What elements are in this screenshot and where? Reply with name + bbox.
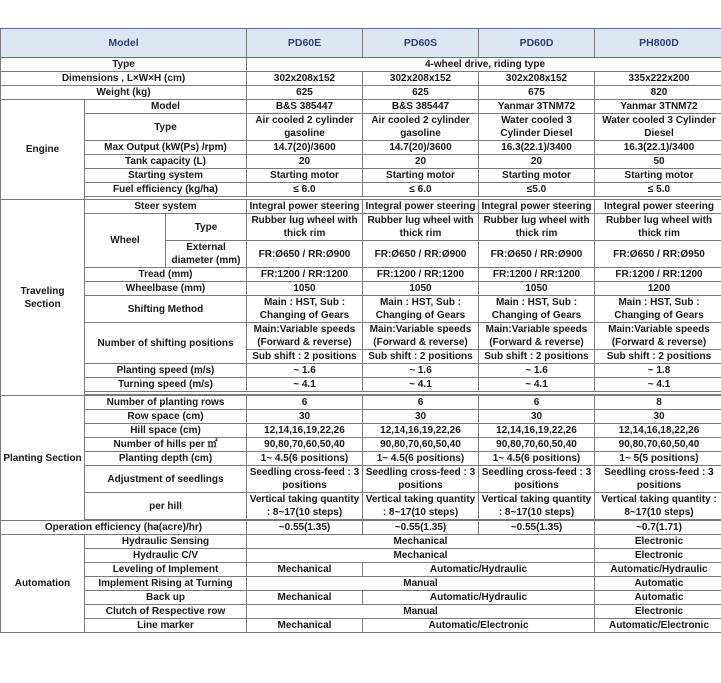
table-row [1, 296, 721, 323]
cell: Starting motor [247, 169, 363, 183]
table-row [1, 396, 721, 410]
cell: Starting motor [479, 169, 595, 183]
table-row [1, 183, 721, 197]
table-row [1, 282, 721, 296]
cell: 1200 [595, 282, 721, 296]
cell: FR:Ø650 / RR:Ø950 [595, 241, 721, 268]
cell: Seedling cross-feed : 3 positions [595, 466, 721, 493]
cell: 50 [595, 155, 721, 169]
cell: Manual [247, 605, 595, 619]
cell: Main : HST, Sub : Changing of Gears [595, 296, 721, 323]
cell: FR:1200 / RR:1200 [479, 268, 595, 282]
cell: Yanmar 3TNM72 [595, 100, 721, 114]
row-label: Fuel efficiency (kg/ha) [85, 183, 247, 197]
cell: 1050 [247, 282, 363, 296]
section-label-traveling: Traveling Section [1, 200, 85, 396]
cell: ~ 1.6 [247, 364, 363, 378]
row-label: Starting system [85, 169, 247, 183]
cell: 90,80,70,60,50,40 [247, 438, 363, 452]
row-label: Leveling of Implement [85, 563, 247, 577]
table-row [1, 58, 721, 72]
table-row [1, 466, 721, 493]
cell: Automatic/Electronic [595, 619, 721, 633]
table-row [1, 410, 721, 424]
cell: 14.7(20)/3600 [363, 141, 479, 155]
cell: 20 [247, 155, 363, 169]
cell: ≤5.0 [479, 183, 595, 197]
row-label: Line marker [85, 619, 247, 633]
model-header: Model [1, 29, 247, 58]
spec-table [0, 28, 721, 633]
cell: 675 [479, 86, 595, 100]
cell: B&S 385447 [247, 100, 363, 114]
cell: 302x208x152 [479, 72, 595, 86]
cell: ~0.55(1.35) [363, 521, 479, 535]
cell: 625 [363, 86, 479, 100]
cell: Seedling cross-feed : 3 positions [247, 466, 363, 493]
cell: Manual [247, 577, 595, 591]
cell: Automatic [595, 591, 721, 605]
cell: 4-wheel drive, riding type [247, 58, 721, 72]
cell: Rubber lug wheel with thick rim [595, 214, 721, 241]
table-row [1, 200, 721, 214]
table-row [1, 323, 721, 350]
cell: Seedling cross-feed : 3 positions [479, 466, 595, 493]
cell: ~ 4.1 [363, 378, 479, 392]
cell: 1~ 4.5(6 positions) [363, 452, 479, 466]
row-label: Hydraulic Sensing [85, 535, 247, 549]
cell: ~ 1.6 [479, 364, 595, 378]
row-label: Implement Rising at Turning [85, 577, 247, 591]
cell: 6 [247, 396, 363, 410]
cell: Rubber lug wheel with thick rim [479, 214, 595, 241]
table-row [1, 364, 721, 378]
cell: Electronic [595, 535, 721, 549]
table-row [1, 155, 721, 169]
row-label: Dimensions , L×W×H (cm) [1, 72, 247, 86]
cell: 14.7(20)/3600 [247, 141, 363, 155]
row-label: Weight (kg) [1, 86, 247, 100]
row-label: Number of hills per ㎡ [85, 438, 247, 452]
row-label: Type [1, 58, 247, 72]
cell: Water cooled 3 Cylinder Diesel [479, 114, 595, 141]
cell: Main:Variable speeds (Forward & reverse) [247, 323, 363, 350]
cell: 6 [479, 396, 595, 410]
cell: Water cooled 3 Cylinder Diesel [595, 114, 721, 141]
table-row [1, 605, 721, 619]
section-label-automation: Automation [1, 535, 85, 633]
row-label: Operation efficiency (ha(acre)/hr) [1, 521, 247, 535]
cell: Main:Variable speeds (Forward & reverse) [595, 323, 721, 350]
row-label: Hill space (cm) [85, 424, 247, 438]
cell: Mechanical [247, 549, 595, 563]
cell: Mechanical [247, 591, 363, 605]
cell: B&S 385447 [363, 100, 479, 114]
row-label: Shifting Method [85, 296, 247, 323]
cell: Integral power steering [247, 200, 363, 214]
cell: Vertical taking quantity : 8~17(10 steps) [595, 493, 721, 520]
cell: Starting motor [595, 169, 721, 183]
cell: ≤ 6.0 [247, 183, 363, 197]
cell: Main:Variable speeds (Forward & reverse) [479, 323, 595, 350]
cell: 90,80,70,60,50,40 [479, 438, 595, 452]
cell: ≤ 6.0 [363, 183, 479, 197]
cell: ~0.55(1.35) [479, 521, 595, 535]
cell: Mechanical [247, 563, 363, 577]
row-label: Back up [85, 591, 247, 605]
row-label: Number of shifting positions [85, 323, 247, 364]
cell: 1050 [363, 282, 479, 296]
cell: 335x222x200 [595, 72, 721, 86]
cell: Electronic [595, 549, 721, 563]
row-label: Turning speed (m/s) [85, 378, 247, 392]
row-sublabel: External diameter (mm) [166, 241, 247, 268]
cell: FR:Ø650 / RR:Ø900 [247, 241, 363, 268]
row-label: Steer system [85, 200, 247, 214]
cell: Automatic/Electronic [363, 619, 595, 633]
cell: 302x208x152 [363, 72, 479, 86]
table-row [1, 563, 721, 577]
cell: 90,80,70,60,50,40 [595, 438, 721, 452]
cell: Vertical taking quantity : 8~17(10 steps) [247, 493, 363, 520]
cell: Yanmar 3TNM72 [479, 100, 595, 114]
row-label: per hill [85, 493, 247, 520]
cell: 6 [363, 396, 479, 410]
cell: 1050 [479, 282, 595, 296]
cell: Rubber lug wheel with thick rim [247, 214, 363, 241]
cell: ≤ 5.0 [595, 183, 721, 197]
table-row [1, 535, 721, 549]
cell: Seedling cross-feed : 3 positions [363, 466, 479, 493]
table-row [1, 577, 721, 591]
spec-table-container [0, 28, 721, 633]
cell: Mechanical [247, 619, 363, 633]
table-row [1, 378, 721, 392]
cell: Air cooled 2 cylinder gasoline [247, 114, 363, 141]
cell: ~0.55(1.35) [247, 521, 363, 535]
table-row [1, 549, 721, 563]
cell: ~ 1.6 [363, 364, 479, 378]
row-sublabel: Type [166, 214, 247, 241]
cell: Electronic [595, 605, 721, 619]
cell: Sub shift : 2 positions [247, 350, 363, 364]
cell: ~ 1.8 [595, 364, 721, 378]
row-label: Tread (mm) [85, 268, 247, 282]
cell: Rubber lug wheel with thick rim [363, 214, 479, 241]
cell: ~ 4.1 [595, 378, 721, 392]
cell: Vertical taking quantity : 8~17(10 steps) [363, 493, 479, 520]
cell: Main : HST, Sub : Changing of Gears [247, 296, 363, 323]
cell: Sub shift : 2 positions [363, 350, 479, 364]
model-col-4: PH800D [595, 29, 721, 58]
table-row [1, 114, 721, 141]
cell: ~0.7(1.71) [595, 521, 721, 535]
cell: Integral power steering [595, 200, 721, 214]
cell: Vertical taking quantity : 8~17(10 steps) [479, 493, 595, 520]
table-row [1, 214, 721, 241]
section-label-engine: Engine [1, 100, 85, 200]
cell: 1~ 4.5(6 positions) [479, 452, 595, 466]
cell: Main : HST, Sub : Changing of Gears [479, 296, 595, 323]
section-label-planting: Planting Section [1, 396, 85, 521]
cell: Integral power steering [363, 200, 479, 214]
row-label: Clutch of Respective row [85, 605, 247, 619]
cell: 90,80,70,60,50,40 [363, 438, 479, 452]
cell: FR:1200 / RR:1200 [363, 268, 479, 282]
row-label: Wheel [85, 214, 166, 268]
table-row [1, 169, 721, 183]
cell: 302x208x152 [247, 72, 363, 86]
cell: 8 [595, 396, 721, 410]
row-label: Max Output (kW(Ps) /rpm) [85, 141, 247, 155]
cell: 1~ 5(5 positions) [595, 452, 721, 466]
cell: Integral power steering [479, 200, 595, 214]
cell: 12,14,16,19,22,26 [479, 424, 595, 438]
table-row [1, 591, 721, 605]
table-row [1, 100, 721, 114]
cell: 20 [363, 155, 479, 169]
table-row [1, 424, 721, 438]
cell: Main : HST, Sub : Changing of Gears [363, 296, 479, 323]
model-col-2: PD60S [363, 29, 479, 58]
cell: FR:1200 / RR:1200 [247, 268, 363, 282]
table-row [1, 438, 721, 452]
cell: Automatic/Hydraulic [595, 563, 721, 577]
cell: Air cooled 2 cylinder gasoline [363, 114, 479, 141]
cell: 30 [595, 410, 721, 424]
table-row [1, 452, 721, 466]
cell: 30 [247, 410, 363, 424]
table-row [1, 493, 721, 520]
row-label: Number of planting rows [85, 396, 247, 410]
cell: 20 [479, 155, 595, 169]
cell: 12,14,16,19,22,26 [247, 424, 363, 438]
cell: Main:Variable speeds (Forward & reverse) [363, 323, 479, 350]
cell: Mechanical [247, 535, 595, 549]
row-label: Planting speed (m/s) [85, 364, 247, 378]
table-row [1, 268, 721, 282]
cell: 12,14,16,19,22,26 [363, 424, 479, 438]
cell: Sub shift : 2 positions [479, 350, 595, 364]
cell: 820 [595, 86, 721, 100]
table-row [1, 619, 721, 633]
row-label: Hydraulic C/V [85, 549, 247, 563]
table-row [1, 521, 721, 535]
cell: Automatic/Hydraulic [363, 591, 595, 605]
cell: Automatic/Hydraulic [363, 563, 595, 577]
cell: 16.3(22.1)/3400 [479, 141, 595, 155]
cell: FR:Ø650 / RR:Ø900 [363, 241, 479, 268]
row-label: Adjustment of seedlings [85, 466, 247, 493]
model-col-3: PD60D [479, 29, 595, 58]
cell: 16.3(22.1)/3400 [595, 141, 721, 155]
row-label: Type [85, 114, 247, 141]
cell: 1~ 4.5(6 positions) [247, 452, 363, 466]
table-row [1, 72, 721, 86]
model-col-1: PD60E [247, 29, 363, 58]
row-label: Wheelbase (mm) [85, 282, 247, 296]
cell: 625 [247, 86, 363, 100]
table-row [1, 86, 721, 100]
cell: Automatic [595, 577, 721, 591]
cell: ~ 4.1 [247, 378, 363, 392]
cell: Starting motor [363, 169, 479, 183]
table-row [1, 141, 721, 155]
cell: Sub shift : 2 positions [595, 350, 721, 364]
cell: FR:1200 / RR:1200 [595, 268, 721, 282]
cell: 12,14,16,18,22,26 [595, 424, 721, 438]
row-label: Planting depth (cm) [85, 452, 247, 466]
cell: FR:Ø650 / RR:Ø900 [479, 241, 595, 268]
row-label: Row space (cm) [85, 410, 247, 424]
cell: 30 [479, 410, 595, 424]
row-label: Model [85, 100, 247, 114]
cell: ~ 4.1 [479, 378, 595, 392]
cell: 30 [363, 410, 479, 424]
row-label: Tank capacity (L) [85, 155, 247, 169]
header-row [1, 29, 721, 58]
